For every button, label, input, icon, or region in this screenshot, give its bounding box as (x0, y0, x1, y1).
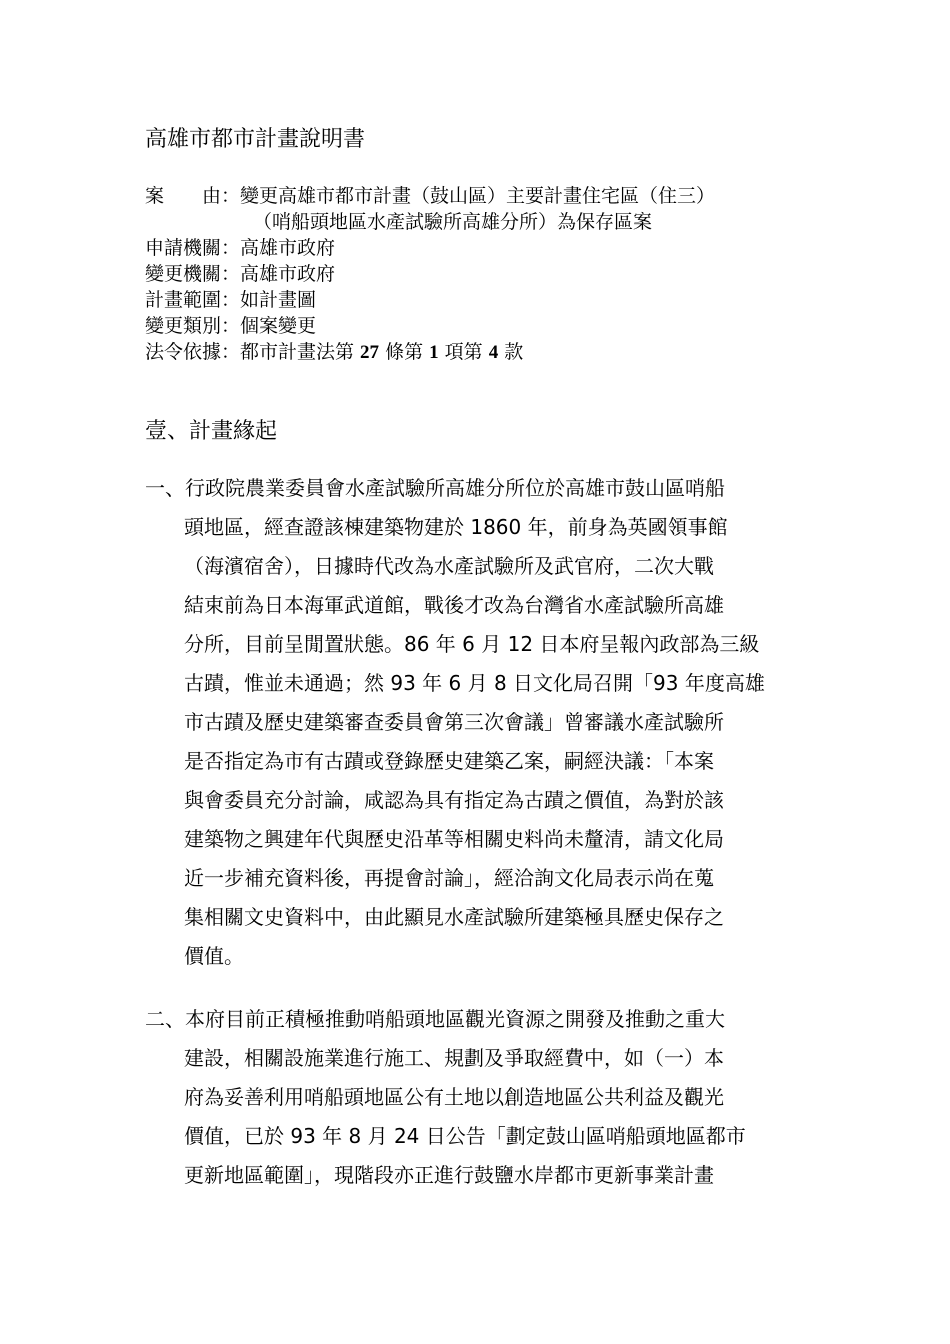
meta-change-type: 變更類別：個案變更 (145, 315, 317, 337)
paragraph-line: 更新地區範圍」，現階段亦正進行鼓鹽水岸都市更新事業計畫 (184, 1163, 714, 1187)
document-title: 高雄市都市計畫說明書 (145, 127, 366, 152)
paragraph-line: 建設，相關設施業進行施工、規劃及爭取經費中，如（一）本 (184, 1046, 724, 1070)
paragraph-line: 價值，已於 93 年 8 月 24 日公告「劃定鼓山區哨船頭地區都市 (184, 1124, 746, 1148)
paragraph-line: 建築物之興建年代與歷史沿革等相關史料尚未釐清，請文化局 (184, 827, 724, 851)
legal-basis-mid1: 條第 (379, 341, 430, 363)
legal-basis-item: 1 (429, 342, 439, 363)
paragraph-two (145, 1000, 746, 1195)
meta-case-row (145, 183, 715, 209)
legal-basis-suffix: 款 (498, 341, 524, 363)
paragraph-line: 近一步補充資料後，再提會討論」，經洽詢文化局表示尚在蒐 (184, 866, 714, 890)
meta-legal-basis (145, 339, 715, 365)
paragraph-line: 市古蹟及歷史建築審查委員會第三次會議」曾審議水產試驗所 (184, 710, 724, 734)
paragraph-line: 是否指定為市有古蹟或登錄歷史建築乙案，嗣經決議：「本案 (184, 749, 714, 773)
paragraph-line: 與會委員充分討論，咸認為具有指定為古蹟之價值，為對於該 (184, 788, 724, 812)
meta-case-line1: 變更高雄市都市計畫（鼓山區）主要計畫住宅區（住三） (240, 185, 716, 207)
paragraph-one (145, 469, 765, 976)
paragraph-line: （海濱宿舍），日據時代改為水產試驗所及武官府，二次大戰 (184, 554, 714, 578)
meta-case-row-continued (145, 209, 715, 235)
paragraph-line: 一、行政院農業委員會水產試驗所高雄分所位於高雄市鼓山區哨船 (145, 476, 725, 500)
meta-scope: 計畫範圍：如計畫圖 (145, 289, 317, 311)
section-heading: 壹、計畫緣起 (145, 419, 278, 444)
paragraph-line: 結束前為日本海軍武道館，戰後才改為台灣省水產試驗所高雄 (184, 593, 724, 617)
paragraph-line: 頭地區，經查證該棟建築物建於 1860 年，前身為英國領事館 (184, 515, 728, 539)
meta-case-label: 案 由： (145, 185, 241, 207)
paragraph-line: 二、本府目前正積極推動哨船頭地區觀光資源之開發及推動之重大 (145, 1007, 725, 1031)
document-meta-block (145, 183, 715, 365)
paragraph-line: 古蹟，惟並未通過；然 93 年 6 月 8 日文化局召開「93 年度高雄 (184, 671, 765, 695)
legal-basis-mid2: 項第 (438, 341, 489, 363)
meta-case-line2: （哨船頭地區水產試驗所高雄分所）為保存區案 (253, 211, 653, 233)
meta-applicant: 申請機關：高雄市政府 (145, 237, 336, 259)
paragraph-line: 價值。 (184, 944, 244, 968)
legal-basis-clause: 4 (488, 342, 499, 363)
paragraph-line: 分所，目前呈閒置狀態。86 年 6 月 12 日本府呈報內政部為三級 (184, 632, 760, 656)
paragraph-line: 集相關文史資料中，由此顯見水產試驗所建築極具歷史保存之 (184, 905, 724, 929)
paragraph-line: 府為妥善利用哨船頭地區公有土地以創造地區公共利益及觀光 (184, 1085, 724, 1109)
meta-changer: 變更機關：高雄市政府 (145, 263, 336, 285)
legal-basis-article: 27 (360, 342, 380, 363)
legal-basis-prefix: 法令依據：都市計畫法第 (145, 341, 361, 363)
